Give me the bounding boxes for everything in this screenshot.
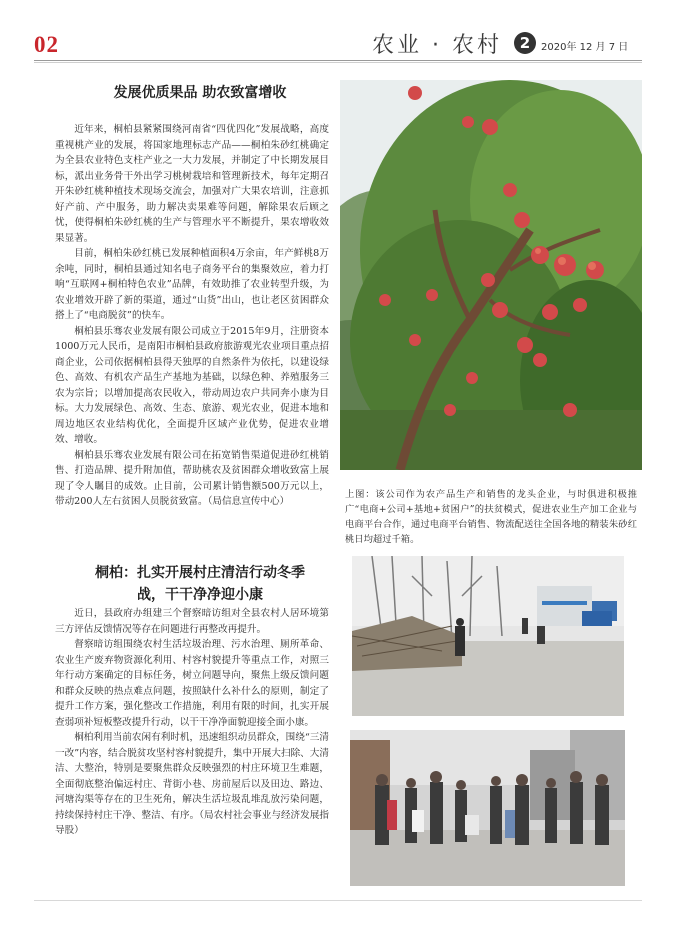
- page-number: 02: [34, 32, 59, 57]
- article2-title-line2: 战，干干净净迎小康: [137, 587, 263, 603]
- header-divider: [34, 60, 642, 61]
- village-cleanup-photo: [352, 556, 624, 716]
- article1-paragraph: 桐柏县乐骞农业发展有限公司在拓宽销售渠道促进砂红桃销售、打造品牌、提升附加值，帮助桃农及贫困群众增收致富上展现了令人瞩目的成效。止目前，公司累计销售额500万元以上，带动200人左右贫困人员脱贫致富。（局信息宣传中心）: [55, 449, 329, 507]
- article2-body: [55, 606, 329, 839]
- issue-date: 2020年 12 月 7 日: [541, 42, 629, 53]
- article2-paragraph: 近日，县政府办组建三个督察暗访组对全县农村人居环境第三方评估反馈情况等存在问题进行再整改再提升。: [55, 608, 329, 635]
- bottom-divider: [34, 900, 642, 901]
- article1-paragraph: 目前，桐柏朱砂红桃已发展种植面积4万余亩，年产鲜桃8万余吨，同时，桐柏县通过知名电子商务平台的集聚效应，着力打响“互联网+桐柏特色农业”品牌，有效助推了农业转型升级，为农业增效开辟了新的渠道，通过“山货”出山，也让老区贫困群众搭上了“电商脱贫”的快车。: [55, 248, 329, 321]
- header-divider-thin: [34, 62, 642, 63]
- villagers-cleanup-photo: [350, 730, 625, 886]
- article1-paragraph: 近年来，桐柏县紧紧围绕河南省“四优四化”发展战略，高度重视桃产业的发展，将国家地理标志产品——桐柏朱砂红桃确定为全县农业特色支柱产业之一大力发展，并制定了中长期发展目标，派出业务骨干外出学习桃树栽培和管理新技术，每年定期召开朱砂红桃种植技术现场交流会，加强对广大果农培训，注意抓好产前、产中服务，助力解决卖果难等问题，解除果农后顾之忧，使得桐柏朱砂红桃的生产与管理水平不断提升，果农增收效果显著。: [55, 124, 329, 244]
- article1-title: 发展优质果品 助农致富增收: [113, 85, 287, 101]
- article2-title-line1: 桐柏：扎实开展村庄清洁行动冬季: [95, 565, 305, 581]
- article2-title: [60, 562, 340, 606]
- peach-tree-photo: [340, 80, 642, 470]
- section-title: 农业 · 农村: [372, 33, 502, 58]
- section-number-badge: 2: [514, 32, 536, 54]
- article1-body: [55, 122, 329, 510]
- photo-caption: 上图：该公司作为农产品生产和销售的龙头企业，与时俱进积极推广“电商+公司+基地+贫困户”的扶贫模式，促进农业生产加工企业与电商平台合作，通过电商平台销售、物流配送往全国各地的精装朱砂红桃日均超过千箱。: [345, 489, 637, 545]
- article1-paragraph: 桐柏县乐骞农业发展有限公司成立于2015年9月，注册资本1000万元人民币，是南阳市桐柏县政府旅游观光农业项目重点招商企业，公司依据桐柏县得天独厚的自然条件为依托，以建设绿色、高效、有机农产品生产基地为基础，以绿色种、养殖服务三农为宗旨；以增加提高农民收入，带动周边农户共同奔小康为目标。大力发展绿色、高效、生态、旅游、观光农业，促进本地和周边地区农业结构优化，全面提升区域产业优势，促进农业增效、增收。: [55, 325, 329, 445]
- article2-paragraph: 桐柏利用当前农闲有利时机，迅速组织动员群众，围绕“三清一改”内容，结合脱贫攻坚村容村貌提升，集中开展大扫除、大清洁、大整治，特别是要聚焦群众反映强烈的村庄环境卫生难题，全面彻底整治偏远村庄、背街小巷、房前屋后以及田边、路边、河塘沟渠等存在的卫生死角，解决生活垃圾乱堆乱放污染问题，持续保持村庄干净、整洁、有序。（局农村社会事业与经济发展指导股）: [55, 732, 329, 836]
- newspaper-header: [0, 0, 675, 62]
- article2-paragraph: 督察暗访组围绕农村生活垃圾治理、污水治理、厕所革命、农业生产废弃物资源化利用、村容村貌提升等重点工作，对照三年行动方案确定的目标任务，树立问题导向，聚焦上级反馈问题和群众反映的热点难点问题，按照缺什么补什么的原则，制定了提升工作方案，强化整改工作措施，利用有限的时间，扎实开展查弱项补短板整改提升行动，以干干净净面貌迎接全面小康。: [55, 639, 329, 728]
